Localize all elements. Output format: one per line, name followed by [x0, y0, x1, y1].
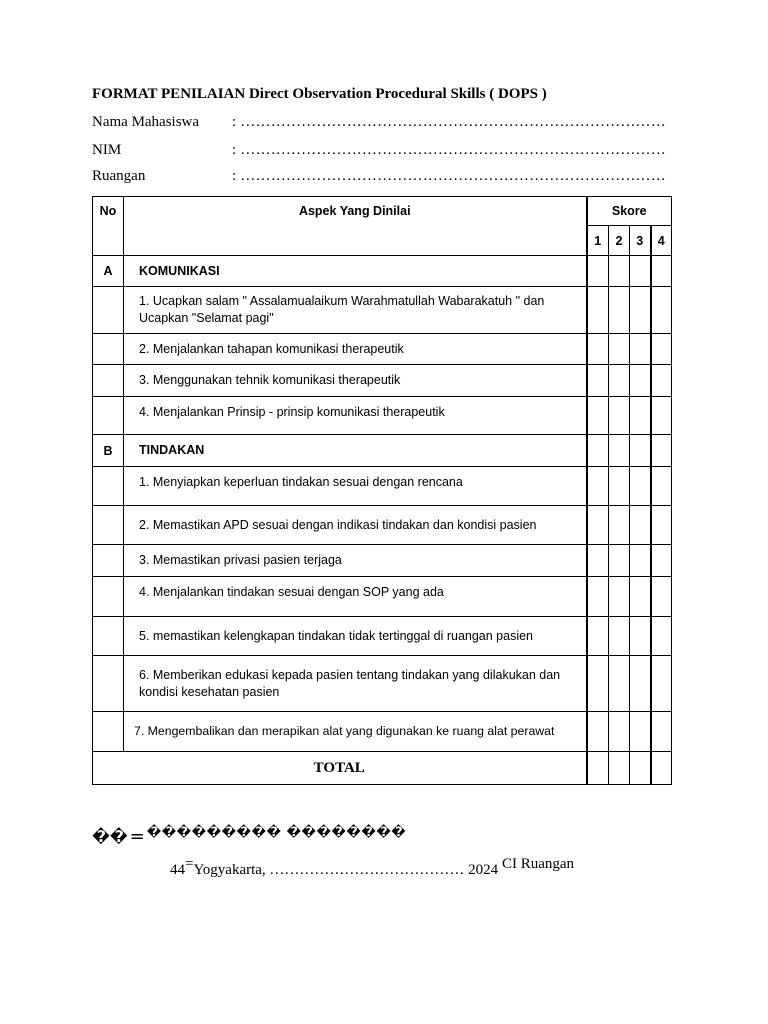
score-cell[interactable] [630, 365, 651, 397]
score-cell[interactable] [651, 545, 672, 577]
score-cell[interactable] [609, 577, 630, 617]
score-cell[interactable] [609, 365, 630, 397]
sign-role: CI Ruangan [501, 856, 575, 872]
score-cell[interactable] [587, 467, 609, 506]
score-cell[interactable] [587, 617, 609, 656]
score-cell[interactable] [587, 397, 609, 435]
total-label: TOTAL [93, 752, 587, 785]
score-cell[interactable] [651, 287, 672, 334]
score-cell[interactable] [651, 506, 672, 545]
score-cell[interactable] [609, 617, 630, 656]
aspect-item: 1. Menyiapkan keperluan tindakan sesuai dengan rencana [124, 467, 587, 506]
sign-eq: = [185, 856, 194, 872]
score-cell[interactable] [651, 435, 672, 467]
score-cell[interactable] [651, 712, 672, 752]
score-cell[interactable] [630, 506, 651, 545]
score-cell[interactable] [587, 712, 609, 752]
table-row [93, 656, 672, 712]
aspect-item: 4. Menjalankan Prinsip - prinsip komunikasi therapeutik [124, 397, 587, 435]
score-cell[interactable] [609, 287, 630, 334]
header-no: No [93, 197, 124, 256]
aspect-item: 3. Menggunakan tehnik komunikasi therapeutik [124, 365, 587, 397]
section-label: KOMUNIKASI [124, 256, 587, 287]
score-cell[interactable] [587, 656, 609, 712]
garbled-main: �� [92, 827, 128, 846]
total-row [93, 752, 672, 785]
score-cell[interactable] [587, 287, 609, 334]
section-row-a [93, 256, 672, 287]
score-cell[interactable] [630, 467, 651, 506]
score-cell[interactable] [630, 656, 651, 712]
section-label: TINDAKAN [124, 435, 587, 467]
sign-place-date: Yogyakarta, ………………………………… 2024 [193, 862, 499, 878]
garbled-text-line [92, 826, 406, 847]
score-cell[interactable] [630, 334, 651, 365]
header-aspek: Aspek Yang Dinilai [124, 197, 587, 256]
header-skore: Skore [587, 197, 672, 226]
score-cell[interactable] [630, 287, 651, 334]
field-label: Nama Mahasiswa [92, 114, 200, 130]
table-row [93, 397, 672, 435]
score-cell[interactable] [630, 752, 651, 785]
aspect-item: 5. memastikan kelengkapan tindakan tidak tertinggal di ruangan pasien [124, 617, 587, 656]
header-score-4: 4 [651, 226, 672, 256]
score-cell[interactable] [609, 545, 630, 577]
score-cell[interactable] [630, 577, 651, 617]
aspect-item: 2. Menjalankan tahapan komunikasi therapeutik [124, 334, 587, 365]
aspect-item: 6. Memberikan edukasi kepada pasien tentang tindakan yang dilakukan dan kondisi kesehatan pasien [124, 656, 587, 712]
section-row-b [93, 435, 672, 467]
section-code: B [93, 435, 124, 467]
table-row [93, 334, 672, 365]
table-row [93, 545, 672, 577]
score-cell[interactable] [651, 656, 672, 712]
sign-prefix: 44 [170, 862, 185, 878]
score-cell[interactable] [609, 256, 630, 287]
field-blank[interactable]: : ………………………………………………………………………… [232, 142, 666, 158]
aspect-item: 1. Ucapkan salam " Assalamualaikum Warahmatullah Wabarakatuh " dan Ucapkan "Selamat pagi" [124, 287, 587, 334]
header-score-1: 1 [587, 226, 609, 256]
table-row [93, 617, 672, 656]
table-row [93, 287, 672, 334]
field-label: Ruangan [92, 168, 146, 184]
score-cell[interactable] [609, 334, 630, 365]
score-cell[interactable] [587, 506, 609, 545]
table-row [93, 365, 672, 397]
form-title: FORMAT PENILAIAN Direct Observation Procedural Skills ( DOPS ) [92, 86, 547, 102]
score-cell[interactable] [587, 256, 609, 287]
table-row [93, 712, 672, 752]
score-cell[interactable] [609, 752, 630, 785]
score-cell[interactable] [651, 397, 672, 435]
score-cell[interactable] [587, 435, 609, 467]
assessment-table [92, 196, 672, 785]
score-cell[interactable] [651, 365, 672, 397]
score-cell[interactable] [630, 617, 651, 656]
score-cell[interactable] [609, 506, 630, 545]
table-row [93, 467, 672, 506]
score-cell[interactable] [587, 545, 609, 577]
score-cell[interactable] [630, 397, 651, 435]
score-cell[interactable] [630, 435, 651, 467]
score-cell[interactable] [651, 256, 672, 287]
aspect-item: 3. Memastikan privasi pasien terjaga [124, 545, 587, 577]
score-cell[interactable] [630, 545, 651, 577]
score-cell[interactable] [609, 435, 630, 467]
score-cell[interactable] [651, 617, 672, 656]
field-label: NIM [92, 142, 122, 158]
aspect-item: 4. Menjalankan tindakan sesuai dengan SOP yang ada [124, 577, 587, 617]
aspect-item: 2. Memastikan APD sesuai dengan indikasi tindakan dan kondisi pasien [124, 506, 587, 545]
score-cell[interactable] [587, 365, 609, 397]
table-row [93, 506, 672, 545]
header-score-2: 2 [609, 226, 630, 256]
field-blank[interactable]: : ………………………………………………………………………… [232, 114, 666, 130]
score-cell[interactable] [609, 397, 630, 435]
score-cell[interactable] [651, 752, 672, 785]
signature-line [170, 856, 575, 879]
score-cell[interactable] [609, 712, 630, 752]
score-cell[interactable] [651, 577, 672, 617]
score-cell[interactable] [630, 256, 651, 287]
section-code: A [93, 256, 124, 287]
aspect-item: 7. Mengembalikan dan merapikan alat yang digunakan ke ruang alat perawat [124, 712, 587, 752]
score-cell[interactable] [651, 334, 672, 365]
garbled-eq: = [129, 826, 145, 847]
header-score-3: 3 [630, 226, 651, 256]
score-cell[interactable] [587, 577, 609, 617]
score-cell[interactable] [630, 712, 651, 752]
score-cell[interactable] [609, 656, 630, 712]
score-cell[interactable] [587, 752, 609, 785]
table-row [93, 577, 672, 617]
score-cell[interactable] [587, 334, 609, 365]
garbled-sup: ��������� �������� [146, 825, 407, 840]
score-cell[interactable] [609, 467, 630, 506]
field-blank[interactable]: : ………………………………………………………………………… [232, 168, 666, 184]
score-cell[interactable] [651, 467, 672, 506]
